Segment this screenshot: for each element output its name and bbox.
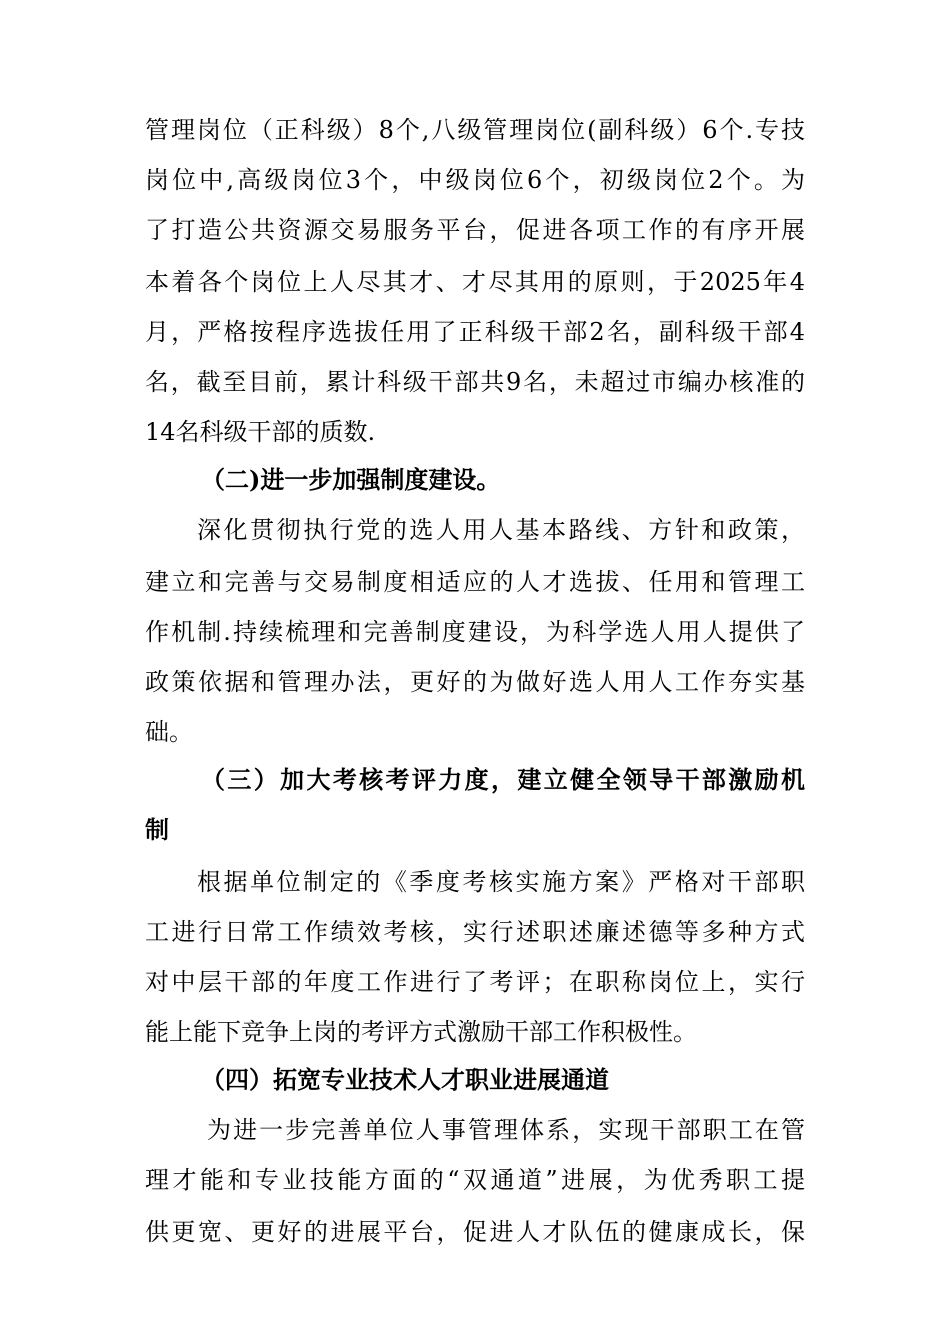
body-paragraph-line: 对中层干部的年度工作进行了考评；在职称岗位上，实行 (145, 968, 805, 996)
body-paragraph-line: 能上能下竞争上岗的考评方式激励干部工作积极性。 (145, 1018, 697, 1046)
body-paragraph-line: 了打造公共资源交易服务平台，促进各项工作的有序开展 (145, 216, 805, 244)
body-paragraph-line: 供更宽、更好的进展平台，促进人才队伍的健康成长，保 (145, 1218, 805, 1246)
body-paragraph-line: 政策依据和管理办法，更好的为做好选人用人工作夯实基 (145, 668, 805, 696)
body-paragraph-line: 础。 (145, 718, 193, 746)
body-paragraph-line: 为进一步完善单位人事管理体系，实现干部职工在管 (207, 1116, 805, 1144)
body-paragraph-line: 作机制.持续梳理和完善制度建设，为科学选人用人提供了 (145, 618, 805, 646)
body-paragraph-line: 名，截至目前，累计科级干部共9名，未超过市编办核准的 (145, 368, 805, 396)
section-heading-3: （三）加大考核考评力度，建立健全领导干部激励机 (201, 765, 805, 794)
body-paragraph-line: 岗位中,高级岗位3个，中级岗位6个，初级岗位2个。为 (145, 166, 805, 194)
body-paragraph-line: 月，严格按程序选拔任用了正科级干部2名，副科级干部4 (145, 318, 805, 346)
body-paragraph-line: 建立和完善与交易制度相适应的人才选拔、任用和管理工 (145, 568, 805, 596)
body-paragraph-line: 理才能和专业技能方面的“双通道”进展，为优秀职工提 (145, 1166, 805, 1194)
body-paragraph-line: 14名科级干部的质数. (145, 418, 376, 446)
body-paragraph-line: 深化贯彻执行党的选人用人基本路线、方针和政策， (197, 516, 805, 544)
section-heading-2: （二)进一步加强制度建设。 (201, 465, 501, 494)
body-paragraph-line: 根据单位制定的《季度考核实施方案》严格对干部职 (197, 868, 805, 896)
body-paragraph-line: 管理岗位（正科级）8个,八级管理岗位(副科级）6个.专技 (145, 116, 805, 144)
section-heading-3-continued: 制 (145, 815, 169, 844)
body-paragraph-line: 本着各个岗位上人尽其才、才尽其用的原则，于2025年4 (145, 268, 805, 296)
section-heading-4: （四）拓宽专业技术人才职业进展通道 (201, 1065, 609, 1094)
body-paragraph-line: 工进行日常工作绩效考核，实行述职述廉述德等多种方式 (145, 918, 805, 946)
